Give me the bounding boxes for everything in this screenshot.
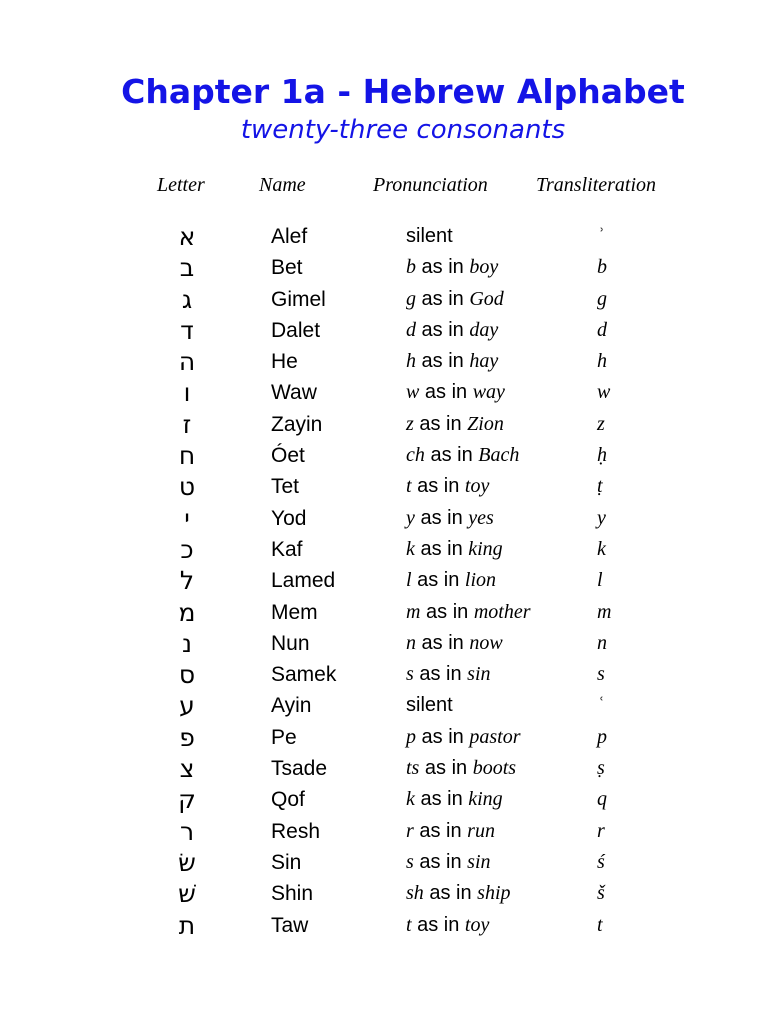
hebrew-letter: ס bbox=[178, 660, 196, 690]
pronunciation-joiner: as in bbox=[423, 882, 478, 905]
pronunciation-example-word: king bbox=[468, 537, 503, 560]
transliteration: h bbox=[597, 350, 607, 373]
pronunciation-example-word: boy bbox=[469, 256, 499, 279]
pronunciation-sound: p bbox=[406, 725, 416, 748]
transliteration: m bbox=[597, 600, 612, 623]
letter-name: Kaf bbox=[271, 537, 303, 561]
pronunciation bbox=[406, 722, 520, 753]
hebrew-letter: י bbox=[184, 503, 190, 533]
pronunciation-joiner: as in bbox=[411, 913, 465, 936]
table-row bbox=[0, 628, 768, 659]
pronunciation bbox=[406, 690, 453, 721]
pronunciation bbox=[406, 784, 503, 815]
pronunciation-sound: h bbox=[406, 350, 416, 373]
letter-name: Zayin bbox=[271, 412, 323, 436]
pronunciation bbox=[406, 315, 498, 346]
table-row bbox=[0, 440, 768, 471]
pronunciation-joiner: as in bbox=[414, 788, 469, 811]
pronunciation-sound: t bbox=[406, 475, 412, 498]
transliteration: ʿ bbox=[597, 694, 604, 717]
pronunciation-example-word: Bach bbox=[478, 444, 520, 467]
hebrew-letter: ו bbox=[183, 378, 191, 408]
pronunciation bbox=[406, 440, 519, 471]
pronunciation-sound: n bbox=[406, 631, 416, 654]
transliteration: n bbox=[597, 631, 607, 654]
pronunciation-joiner: as in bbox=[416, 631, 470, 654]
hebrew-letter: מ bbox=[178, 597, 196, 627]
pronunciation-joiner: as in bbox=[414, 506, 469, 529]
pronunciation-example-word: run bbox=[467, 819, 495, 842]
hebrew-letter: ג bbox=[181, 284, 193, 314]
pronunciation-example-word: Zion bbox=[467, 412, 504, 435]
pronunciation-joiner: as in bbox=[419, 381, 473, 404]
pronunciation bbox=[406, 628, 503, 659]
letter-name: Yod bbox=[271, 506, 307, 530]
pronunciation-joiner: as in bbox=[416, 350, 470, 373]
pronunciation-joiner: as in bbox=[419, 757, 473, 780]
hebrew-letter: ט bbox=[178, 472, 196, 502]
table-row bbox=[0, 878, 768, 909]
pronunciation-joiner: as in bbox=[416, 318, 470, 341]
pronunciation bbox=[406, 252, 498, 283]
alphabet-table bbox=[0, 221, 768, 941]
table-row bbox=[0, 910, 768, 941]
transliteration: q bbox=[597, 788, 607, 811]
pronunciation-sound: ts bbox=[406, 757, 420, 780]
pronunciation bbox=[406, 659, 491, 690]
table-row bbox=[0, 221, 768, 252]
pronunciation bbox=[406, 847, 491, 878]
pronunciation-sound: g bbox=[406, 287, 416, 310]
table-header bbox=[0, 170, 768, 200]
page-subtitle: twenty-three consonants bbox=[240, 115, 566, 145]
pronunciation-joiner: as in bbox=[424, 444, 479, 467]
pronunciation bbox=[406, 409, 504, 440]
transliteration: ṣ bbox=[597, 757, 605, 780]
pronunciation-sound: d bbox=[406, 318, 416, 341]
pronunciation-sound: s bbox=[406, 850, 414, 873]
transliteration: g bbox=[597, 287, 607, 310]
pronunciation-joiner: silent bbox=[406, 225, 453, 247]
header-pronunciation: Pronunciation bbox=[373, 174, 488, 196]
pronunciation-sound: sh bbox=[406, 882, 424, 905]
table-row bbox=[0, 503, 768, 534]
transliteration: s bbox=[597, 663, 605, 686]
transliteration: z bbox=[597, 412, 605, 435]
letter-name: Waw bbox=[271, 381, 317, 405]
hebrew-letter: ז bbox=[182, 409, 192, 439]
pronunciation-sound: k bbox=[406, 537, 415, 560]
pronunciation-sound: b bbox=[406, 256, 416, 279]
hebrew-letter: ה bbox=[178, 347, 196, 377]
pronunciation bbox=[406, 816, 495, 847]
pronunciation-joiner: as in bbox=[413, 850, 468, 873]
header-transliteration: Transliteration bbox=[536, 174, 657, 196]
pronunciation-sound: y bbox=[406, 506, 415, 529]
pronunciation-example-word: lion bbox=[464, 569, 497, 592]
table-row bbox=[0, 816, 768, 847]
pronunciation-sound: r bbox=[406, 819, 414, 842]
pronunciation-joiner: as in bbox=[413, 663, 468, 686]
table-row bbox=[0, 784, 768, 815]
letter-name: Bet bbox=[271, 256, 303, 280]
table-row bbox=[0, 659, 768, 690]
pronunciation bbox=[406, 471, 489, 502]
transliteration: ʾ bbox=[597, 225, 604, 247]
pronunciation-joiner: as in bbox=[414, 537, 469, 560]
pronunciation-example-word: hay bbox=[469, 350, 499, 373]
pronunciation-joiner: silent bbox=[406, 694, 453, 717]
pronunciation-sound: l bbox=[406, 569, 412, 592]
pronunciation bbox=[406, 503, 494, 534]
transliteration: l bbox=[597, 569, 603, 592]
letter-name: Alef bbox=[271, 225, 308, 248]
pronunciation-example-word: king bbox=[468, 788, 503, 811]
pronunciation-example-word: God bbox=[469, 287, 504, 310]
pronunciation-example-word: mother bbox=[473, 600, 531, 623]
table-row bbox=[0, 315, 768, 346]
pronunciation-example-word: yes bbox=[468, 506, 494, 529]
hebrew-letter: ר bbox=[179, 816, 195, 846]
hebrew-letter: א bbox=[178, 222, 196, 251]
pronunciation-sound: m bbox=[406, 600, 421, 623]
pronunciation bbox=[406, 910, 489, 941]
table-row bbox=[0, 409, 768, 440]
hebrew-letter: ב bbox=[179, 253, 195, 283]
pronunciation-sound: k bbox=[406, 788, 415, 811]
pronunciation-example-word: now bbox=[469, 631, 503, 654]
hebrew-letter: נ bbox=[181, 628, 192, 658]
table-row bbox=[0, 471, 768, 502]
letter-name: He bbox=[271, 350, 298, 374]
table-row bbox=[0, 753, 768, 784]
letter-name: Óet bbox=[271, 444, 305, 468]
hebrew-letter: שׂ bbox=[178, 847, 196, 877]
pronunciation-sound: z bbox=[406, 412, 414, 435]
table-row bbox=[0, 847, 768, 878]
transliteration: k bbox=[597, 537, 606, 560]
pronunciation-example-word: boots bbox=[472, 757, 517, 780]
letter-name: Resh bbox=[271, 819, 321, 843]
transliteration: y bbox=[597, 506, 606, 529]
hebrew-letter: פ bbox=[179, 722, 195, 752]
hebrew-letter: כ bbox=[180, 534, 194, 564]
header-letter: Letter bbox=[157, 174, 205, 196]
transliteration: r bbox=[597, 819, 605, 842]
table-row bbox=[0, 722, 768, 753]
pronunciation-example-word: toy bbox=[464, 913, 490, 936]
transliteration: w bbox=[597, 381, 611, 404]
pronunciation-example-word: sin bbox=[467, 850, 491, 873]
pronunciation-example-word: toy bbox=[464, 475, 490, 498]
pronunciation-joiner: as in bbox=[416, 287, 470, 310]
table-row bbox=[0, 284, 768, 315]
letter-name: Dalet bbox=[271, 318, 321, 342]
hebrew-letter: ד bbox=[180, 315, 194, 345]
pronunciation-joiner: as in bbox=[411, 475, 465, 498]
hebrew-letter: צ bbox=[179, 754, 195, 784]
page-title: Chapter 1a - Hebrew Alphabet bbox=[121, 72, 685, 111]
pronunciation-example-word: way bbox=[472, 381, 505, 404]
pronunciation-sound: ch bbox=[406, 444, 425, 467]
table-row bbox=[0, 565, 768, 596]
pronunciation-sound: t bbox=[406, 913, 412, 936]
pronunciation-joiner: as in bbox=[416, 256, 470, 279]
pronunciation bbox=[406, 221, 453, 252]
transliteration: ś bbox=[597, 850, 605, 873]
hebrew-letter: שׁ bbox=[178, 879, 196, 909]
pronunciation-joiner: as in bbox=[413, 819, 468, 842]
letter-name: Tet bbox=[271, 475, 300, 499]
transliteration: š bbox=[597, 882, 605, 905]
pronunciation bbox=[406, 284, 504, 315]
hebrew-letter: ת bbox=[178, 910, 196, 940]
table-row bbox=[0, 534, 768, 565]
pronunciation-example-word: day bbox=[469, 318, 499, 341]
header-name: Name bbox=[259, 174, 306, 196]
letter-name: Pe bbox=[271, 725, 297, 749]
pronunciation bbox=[406, 753, 516, 784]
pronunciation bbox=[406, 534, 503, 565]
pronunciation-sound: s bbox=[406, 663, 414, 686]
transliteration: t bbox=[597, 913, 603, 936]
pronunciation bbox=[406, 377, 505, 408]
transliteration: d bbox=[597, 318, 607, 341]
pronunciation-joiner: as in bbox=[411, 569, 465, 592]
pronunciation-joiner: as in bbox=[420, 600, 474, 623]
hebrew-letter: ל bbox=[179, 566, 195, 596]
letter-name: Shin bbox=[271, 882, 314, 906]
table-row bbox=[0, 346, 768, 377]
pronunciation-example-word: sin bbox=[467, 663, 491, 686]
table-row bbox=[0, 252, 768, 283]
transliteration: ḥ bbox=[597, 444, 607, 467]
letter-name: Gimel bbox=[271, 287, 326, 311]
table-row bbox=[0, 690, 768, 721]
pronunciation bbox=[406, 597, 530, 628]
pronunciation bbox=[406, 565, 496, 596]
letter-name: Mem bbox=[271, 600, 318, 624]
table-row bbox=[0, 377, 768, 408]
letter-name: Lamed bbox=[271, 569, 336, 593]
table-row bbox=[0, 597, 768, 628]
letter-name: Qof bbox=[271, 788, 305, 812]
letter-name: Sin bbox=[271, 850, 302, 874]
pronunciation-example-word: pastor bbox=[469, 725, 521, 748]
letter-name: Tsade bbox=[271, 757, 328, 781]
pronunciation-sound: w bbox=[406, 381, 420, 404]
letter-name: Ayin bbox=[271, 694, 312, 718]
pronunciation bbox=[406, 346, 498, 377]
pronunciation bbox=[406, 878, 511, 909]
pronunciation-joiner: as in bbox=[413, 412, 468, 435]
pronunciation-example-word: ship bbox=[477, 882, 511, 905]
letter-name: Samek bbox=[271, 663, 337, 687]
hebrew-letter: ח bbox=[178, 441, 196, 471]
pronunciation-joiner: as in bbox=[416, 725, 470, 748]
transliteration: ṭ bbox=[597, 475, 603, 498]
letter-name: Nun bbox=[271, 631, 310, 655]
hebrew-letter: ע bbox=[179, 691, 195, 721]
letter-name: Taw bbox=[271, 913, 309, 937]
transliteration: p bbox=[597, 725, 607, 748]
hebrew-letter: ק bbox=[178, 785, 196, 815]
transliteration: b bbox=[597, 256, 607, 279]
